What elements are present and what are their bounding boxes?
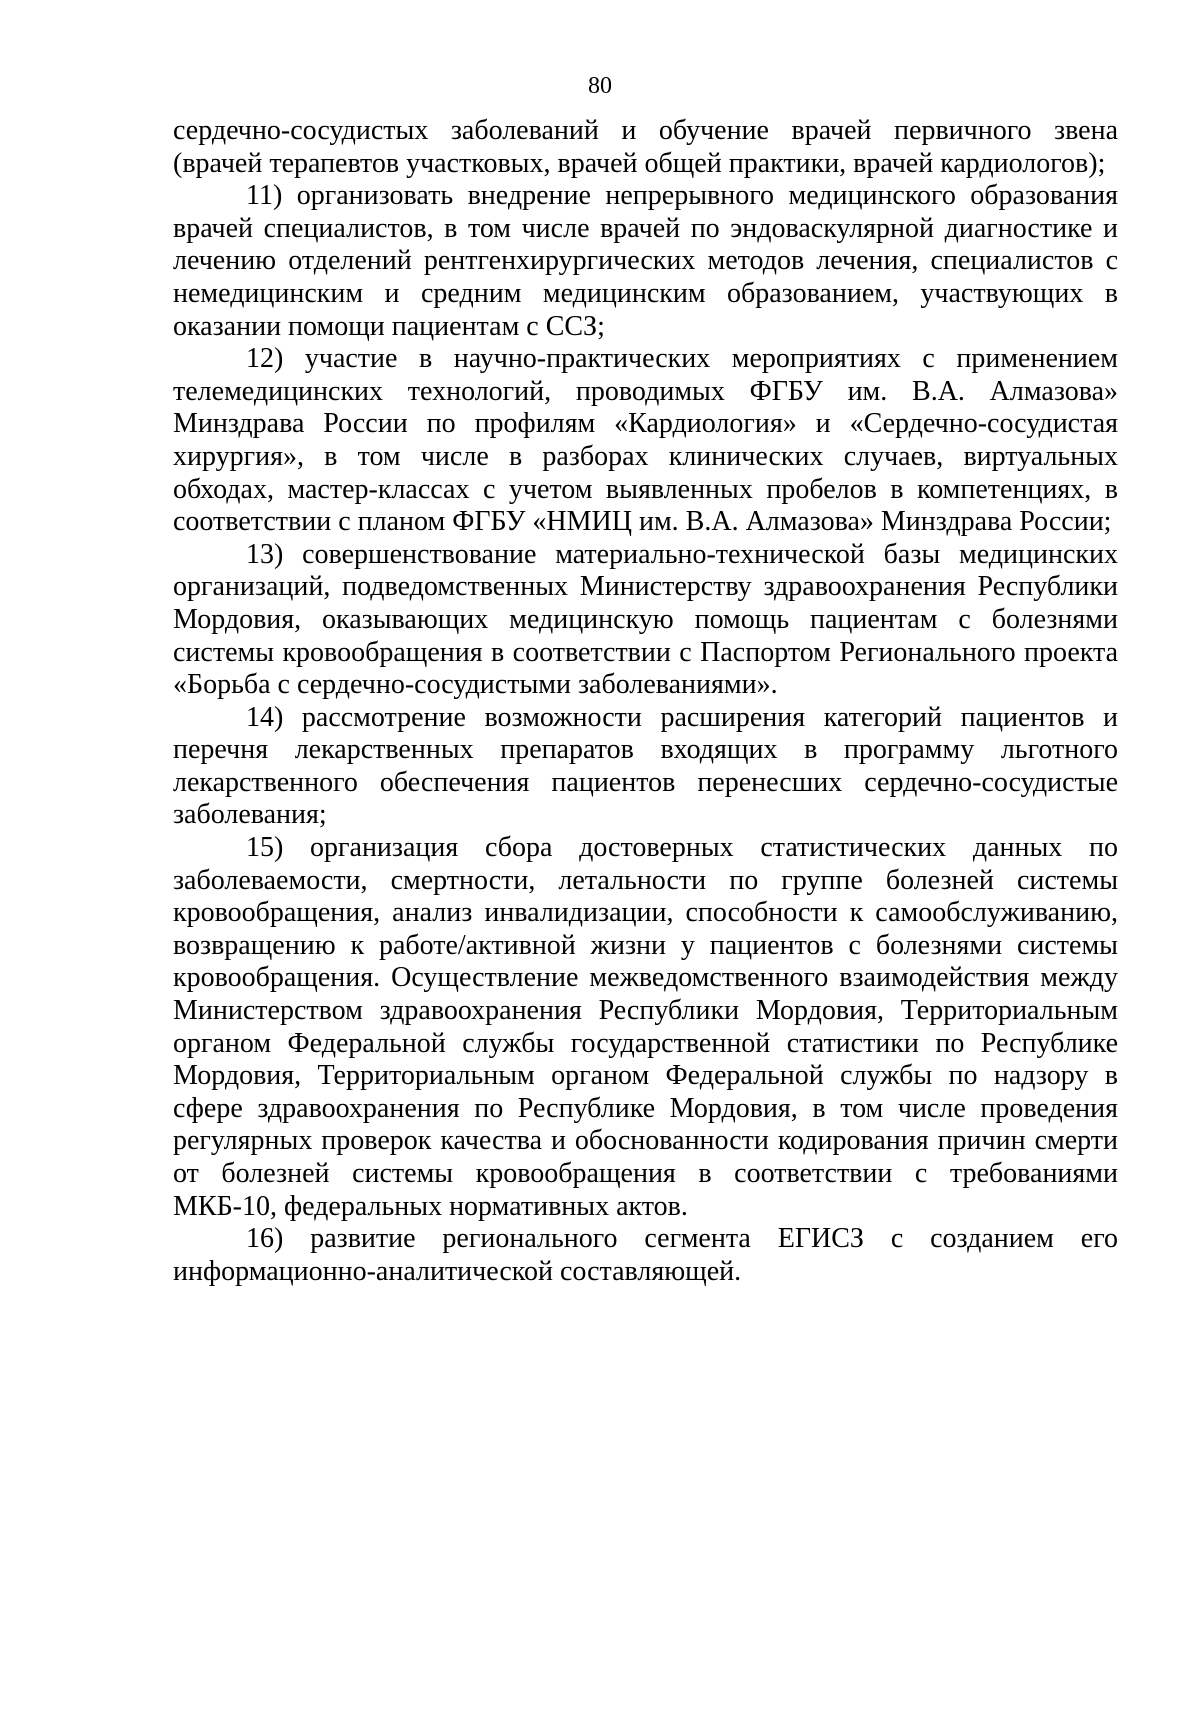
list-item-11: 11) организовать внедрение непрерывного медицинского образования врачей специалистов, в том числе врачей по эндоваскулярной диагностике и лечению отделений рентгенхирургических методов лечения, специалистов с немедицинским и средним медицинским образованием, участвующих в оказании помощи пациентам с ССЗ; <box>173 180 1118 342</box>
list-item-12: 12) участие в научно-практических мероприятиях с применением телемедицинских технологий, проводимых ФГБУ им. В.А. Алмазова» Минздрава России по профилям «Кардиология» и «Сердечно-сосудистая хирургия», в том числе в разборах клинических случаев, виртуальных обходах, мастер-классах с учетом выявленных пробелов в компетенциях, в соответствии с планом ФГБУ «НМИЦ им. В.А. Алмазова» Минздрава России; <box>173 343 1118 538</box>
list-item-13: 13) совершенствование материально-технической базы медицинских организаций, подведомственных Министерству здравоохранения Республики Мордовия, оказывающих медицинскую помощь пациентам с болезнями системы кровообращения в соответствии с Паспортом Регионального проекта «Борьба с сердечно-сосудистыми заболеваниями». <box>173 538 1118 701</box>
paragraph-continuation: сердечно-сосудистых заболеваний и обучение врачей первичного звена (врачей терапевтов участковых, врачей общей практики, врачей кардиологов); <box>173 115 1118 179</box>
document-body <box>173 115 1118 1288</box>
list-item-16: 16) развитие регионального сегмента ЕГИСЗ с созданием его информационно-аналитической составляющей. <box>173 1223 1118 1287</box>
list-item-14: 14) рассмотрение возможности расширения категорий пациентов и перечня лекарственных препаратов входящих в программу льготного лекарственного обеспечения пациентов перенесших сердечно-сосудистые заболевания; <box>173 701 1118 831</box>
list-item-15: 15) организация сбора достоверных статистических данных по заболеваемости, смертности, летальности по группе болезней системы кровообращения, анализ инвалидизации, способности к самообслуживанию, возвращению к работе/активной жизни у пациентов с болезнями системы кровообращения. Осуществление межведомственного взаимодействия между Министерством здравоохранения Республики Мордовия, Территориальным органом Федеральной службы государственной статистики по Республике Мордовия, Территориальным органом Федеральной службы по надзору в сфере здравоохранения по Республике Мордовия, в том числе проведения регулярных проверок качества и обоснованности кодирования причин смерти от болезней системы кровообращения в соответствии с требованиями МКБ-10, федеральных нормативных актов. <box>173 832 1118 1222</box>
page-number: 80 <box>588 73 612 99</box>
